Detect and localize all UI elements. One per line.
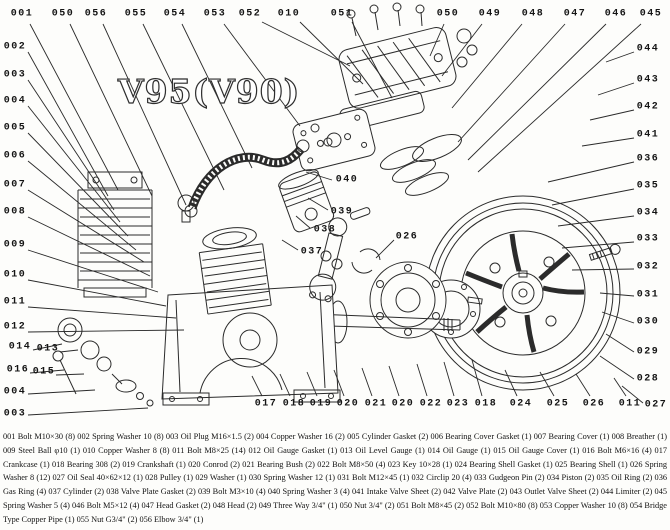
callout-053: 053 [203,8,227,20]
callout-027: 027 [644,399,668,411]
callout-014: 014 [8,341,32,353]
callout-003: 003 [3,408,27,420]
callout-055: 055 [124,8,148,20]
callout-043: 043 [636,74,660,86]
callout-037: 037 [300,246,324,258]
callout-033: 033 [636,233,660,245]
callout-054: 054 [163,8,187,20]
callout-030: 030 [636,316,660,328]
callout-020: 020 [391,398,415,410]
callout-016: 016 [6,364,30,376]
callout-012: 012 [3,321,27,333]
callout-040: 040 [335,174,359,186]
callout-050: 050 [51,8,75,20]
callout-005: 005 [3,122,27,134]
callout-011: 011 [618,398,642,410]
callout-025: 025 [546,398,570,410]
callout-001: 001 [10,8,34,20]
callout-048: 048 [521,8,545,20]
callout-038: 038 [313,224,337,236]
callout-009: 009 [3,239,27,251]
callout-018: 018 [474,398,498,410]
callout-041: 041 [636,129,660,141]
callout-003: 003 [3,69,27,81]
callout-056: 056 [84,8,108,20]
callout-031: 031 [636,289,660,301]
model-title: V95(V90) [118,72,301,111]
callout-046: 046 [604,8,628,20]
callout-050: 050 [436,8,460,20]
callout-051: 051 [330,8,354,20]
callout-034: 034 [636,207,660,219]
callout-002: 002 [3,41,27,53]
bearing-cover [370,262,480,338]
callout-019: 019 [309,398,333,410]
callout-010: 010 [3,269,27,281]
callout-004: 004 [3,386,27,398]
callout-023: 023 [446,398,470,410]
piston-rings [378,129,465,200]
callout-021: 021 [364,398,388,410]
callout-011: 011 [3,296,27,308]
callout-032: 032 [636,261,660,273]
side-bolt [589,243,622,262]
callout-013: 013 [36,343,60,355]
callout-006: 006 [3,150,27,162]
callout-028: 028 [636,373,660,385]
callout-020: 020 [336,398,360,410]
callout-024: 024 [509,398,533,410]
callout-035: 035 [636,180,660,192]
callout-026: 026 [395,231,419,243]
callout-052: 052 [238,8,262,20]
callout-042: 042 [636,101,660,113]
callout-018: 018 [282,398,306,410]
exploded-drawing [53,3,621,406]
callout-044: 044 [636,43,660,55]
callout-045: 045 [639,8,663,20]
piston [276,166,335,234]
parts-list-text: 001 Bolt M10×30 (8) 002 Spring Washer 10 (8) 003 Oil Plug M16×1.5 (2) 004 Copper Washer 16 (2) 005 Cylinder Gasket (2) 006 Bearing Cover Gasket (1) 007 Bearing Cover (1) 008 Breather (1) 009 Steel Ball φ10 (1) 010 Copper Washer 8 (8) 011 Bolt M8×25 (14) 012 Oil Gauge Gasket (1) 013 Oil Level Gauge (1) 014 Oil Gauge (1) 015 Oil Gauge Cover (1) 016 Bolt M6×16 (4) 017 Crankcase (1) 018 Bearing 308 (2) 019 Crankshaft (1) 020 Conrod (2) 021 Bearing Bush (2) 022 Bolt M8×50 (4) 023 Key 10×28 (1) 024 Bearing Shell Gasket (1) 025 Bearing Shell (1) 026 Spring Washer 8 (12) 027 Oil Seal 40×62×12 (1) 028 Pulley (1) 029 Washer (1) 030 Spring Washer 12 (1) 031 Bolt M12×45 (1) 032 Circlip 20 (4) 033 Gudgeon Pin (2) 034 Piston (2) 035 Oil Ring (2) 036 Gas Ring (4) 037 Cylinder (2) 038 Valve Plate Gasket (2) 039 Bolt M3×10 (4) 040 Spring Washer 3 (4) 041 Intake Valve Sheet (2) 042 Valve Plate (2) 043 Outlet Valve Sheet (2) 044 Limiter (2) 045 Spring Washer 5 (4) 046 Bolt M5×12 (4) 047 Head Gasket (2) 048 Head (2) 049 Three Way 3/4" (1) 050 Nut 3/4" (2) 051 Bolt M8×45 (2) 052 Bolt M10×80 (8) 053 Copper Washer 10 (8) 054 Bridge Type Copper Pipe (1) 055 Nut G3/4" (2) 056 Elbow 3/4" (1) [3,432,667,524]
callout-036: 036 [636,153,660,165]
callout-010: 010 [277,8,301,20]
callout-047: 047 [563,8,587,20]
cylinder-head [337,3,477,110]
callout-039: 039 [330,206,354,218]
callout-007: 007 [3,179,27,191]
callout-015: 015 [32,366,56,378]
callout-029: 029 [636,346,660,358]
callout-008: 008 [3,206,27,218]
callout-017: 017 [254,398,278,410]
callout-004: 004 [3,95,27,107]
parts-list [0,428,670,528]
callout-049: 049 [478,8,502,20]
callout-022: 022 [419,398,443,410]
callout-026: 026 [582,398,606,410]
